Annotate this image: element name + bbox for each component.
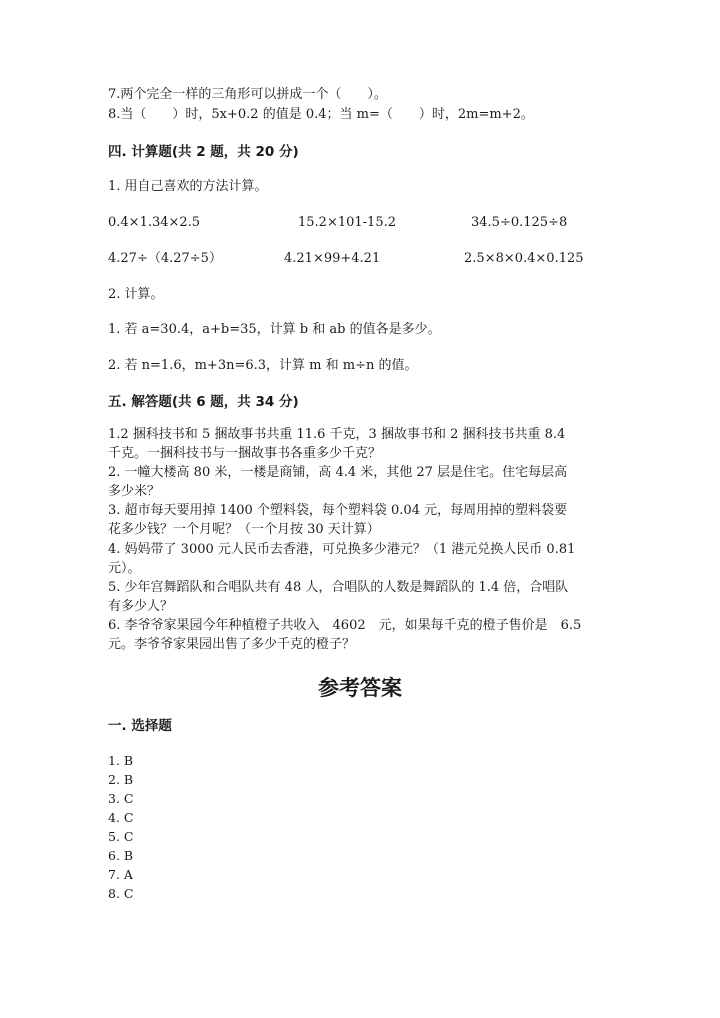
problem-line: 元。李爷爷家果园出售了多少千克的橙子？ [108, 637, 356, 652]
problem-line: 2. 一幢大楼高 80 米，一楼是商铺，高 4.4 米，其他 27 层是住宅。住宅每层高 [108, 465, 568, 480]
problem-line: 多少米？ [108, 484, 161, 499]
calc-expression: 34.5÷0.125÷8 [471, 215, 568, 230]
section5-heading: 五. 解答题(共 6 题，共 34 分) [108, 394, 299, 410]
answer-item: 3. C [108, 791, 134, 806]
fill-in-q7: 7.两个完全一样的三角形可以拼成一个（ ）。 [108, 87, 387, 102]
answer-item: 8. C [108, 886, 134, 901]
problem-line: 5. 少年宫舞蹈队和合唱队共有 48 人，合唱队的人数是舞蹈队的 1.4 倍，合唱队 [108, 580, 569, 595]
problem-line: 6. 李爷爷家果园今年种植橙子共收入 4602 元，如果每千克的橙子售价是 6.5 [108, 618, 582, 633]
calc-expression: 4.27÷（4.27÷5） [108, 251, 222, 266]
calc-expression: 15.2×101-15.2 [298, 215, 396, 230]
section4-heading: 四. 计算题(共 2 题，共 20 分) [108, 144, 299, 160]
problem-line: 花多少钱？一个月呢？（一个月按 30 天计算） [108, 522, 380, 537]
calc-expression: 0.4×1.34×2.5 [108, 215, 201, 230]
answer-item: 5. C [108, 829, 134, 844]
section4-q2-part1: 1. 若 a=30.4，a+b=35，计算 b 和 ab 的值各是多少。 [108, 322, 441, 337]
answers-section1-heading: 一. 选择题 [108, 718, 172, 734]
answer-item: 1. B [108, 753, 134, 768]
section4-q2-title: 2. 计算。 [108, 287, 164, 302]
problem-line: 有多少人？ [108, 599, 174, 614]
problem-line: 千克。一捆科技书与一捆故事书各重多少千克？ [108, 446, 382, 461]
problem-line: 3. 超市每天要用掉 1400 个塑料袋，每个塑料袋 0.04 元，每周用掉的塑料袋要 [108, 503, 568, 518]
answers-title: 参考答案 [318, 676, 402, 700]
answer-item: 4. C [108, 810, 134, 825]
calc-expression: 2.5×8×0.4×0.125 [464, 251, 584, 266]
answer-item: 7. A [108, 867, 133, 882]
calc-expression: 4.21×99+4.21 [284, 251, 381, 266]
problem-line: 1.2 捆科技书和 5 捆故事书共重 11.6 千克，3 捆故事书和 2 捆科技书共重 8.4 [108, 427, 566, 442]
answer-item: 2. B [108, 772, 134, 787]
problem-line: 4. 妈妈带了 3000 元人民币去香港，可兑换多少港元？（1 港元兑换人民币 0.81 [108, 542, 576, 557]
fill-in-q8: 8.当（ ）时，5x+0.2 的值是 0.4；当 m=（ ）时，2m=m+2。 [108, 107, 534, 122]
section4-q1-title: 1. 用自己喜欢的方法计算。 [108, 179, 268, 194]
answer-item: 6. B [108, 848, 134, 863]
section4-q2-part2: 2. 若 n=1.6，m+3n=6.3，计算 m 和 m÷n 的值。 [108, 358, 418, 373]
problem-line: 元）。 [108, 561, 141, 576]
